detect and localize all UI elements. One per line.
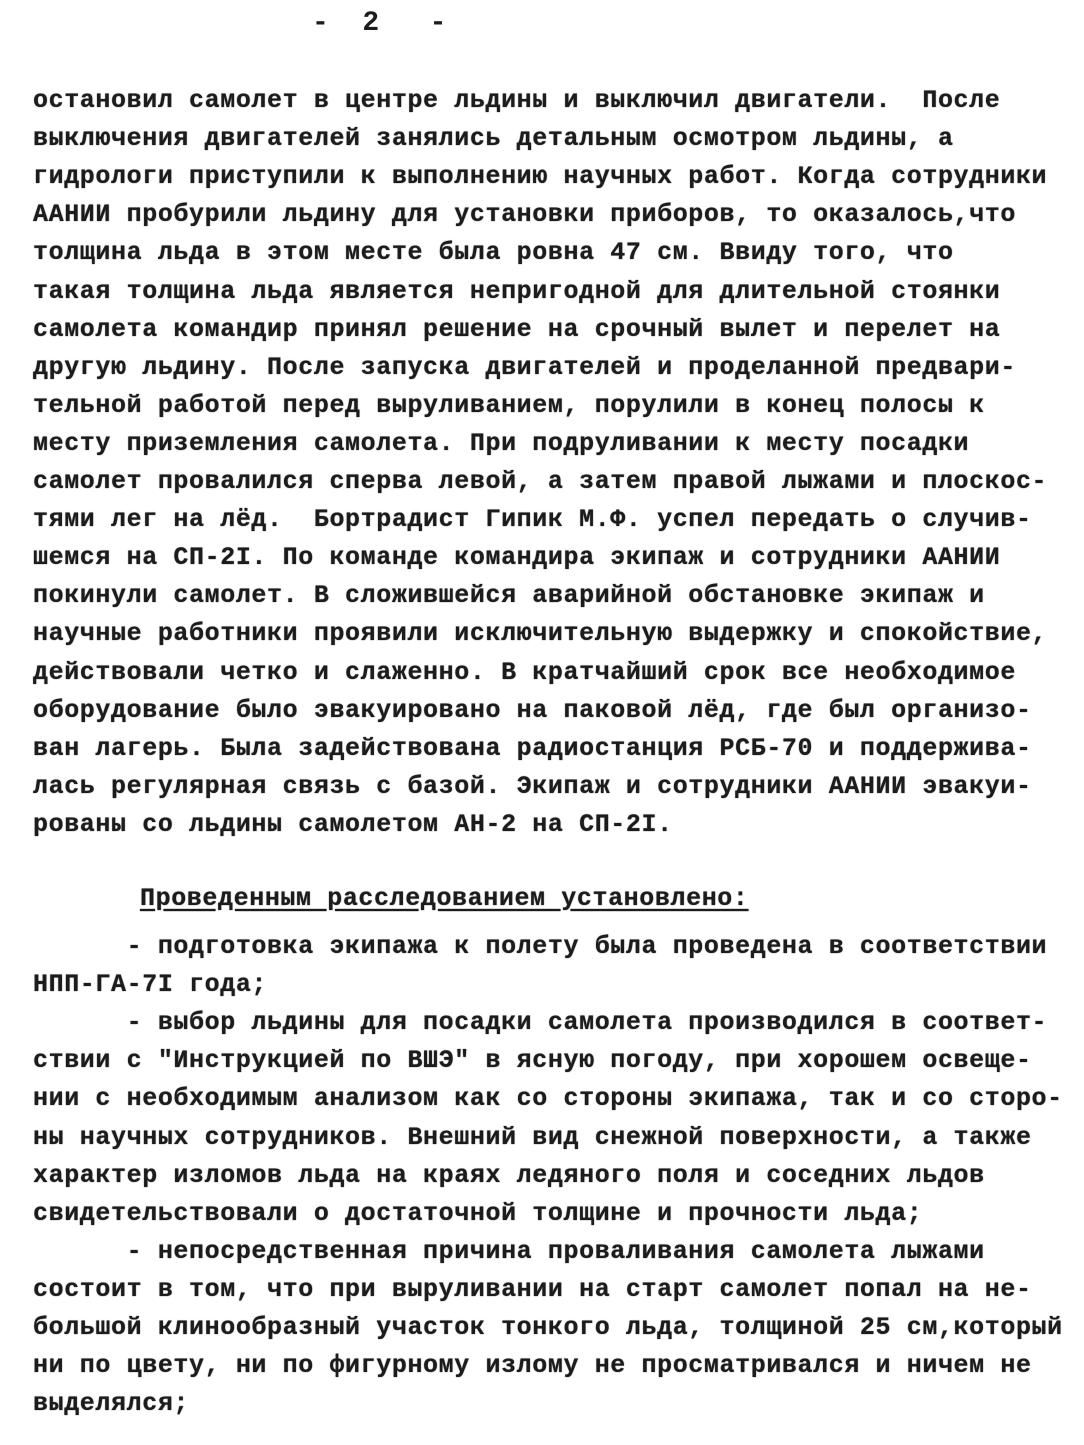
- finding-line: характер изломов льда на краях ледяного поля и соседних льдов: [33, 1160, 985, 1190]
- text-line: толщина льда в этом месте была ровна 47 см. Ввиду того, что: [33, 238, 954, 268]
- finding-line: нии с необходимым анализом как со стороны экипажа, так и со сторо-: [33, 1084, 1063, 1114]
- text-line: лась регулярная связь с базой. Экипаж и сотрудники ААНИИ эвакуи-: [33, 771, 1032, 801]
- finding-line: ствии с "Инструкцией по ВШЭ" в ясную погоду, при хорошем освеще-: [33, 1046, 1032, 1076]
- finding-line: выделялся;: [33, 1389, 190, 1419]
- text-line: действовали четко и слаженно. В кратчайший срок все необходимое: [33, 657, 1016, 687]
- section-heading: Проведенным расследованием установлено:: [140, 884, 749, 913]
- text-line: научные работники проявили исключительную выдержку и спокойствие,: [33, 619, 1048, 649]
- text-line: выключения двигателей занялись детальным осмотром льдины, а: [33, 124, 954, 154]
- text-line: ван лагерь. Была задействована радиостанция РСБ-70 и поддержива-: [33, 733, 1032, 763]
- finding-line: НПП-ГА-7I года;: [33, 970, 268, 1000]
- finding-line: большой клинообразный участок тонкого льда, толщиной 25 см,который: [33, 1313, 1063, 1342]
- text-line: такая толщина льда является непригодной для длительной стоянки: [33, 276, 1001, 306]
- finding-line: - непосредственная причина проваливания самолета лыжами: [33, 1236, 985, 1266]
- finding-line: - выбор льдины для посадки самолета производился в соответ-: [33, 1008, 1048, 1038]
- finding-line: состоит в том, что при выруливании на старт самолет попал на не-: [33, 1274, 1032, 1304]
- text-line: оборудование было эвакуировано на паковой лёд, где был организо-: [33, 695, 1032, 725]
- text-line: другую льдину. После запуска двигателей и проделанной предвари-: [33, 352, 1016, 382]
- text-line: рованы со льдины самолетом АН-2 на СП-2I.: [33, 809, 673, 839]
- text-line: покинули самолет. В сложившейся аварийной обстановке экипаж и: [33, 581, 985, 611]
- text-line: ААНИИ пробурили льдину для установки приборов, то оказалось,что: [33, 200, 1016, 230]
- text-line: самолет провалился сперва левой, а затем правой лыжами и плоскос-: [33, 467, 1048, 496]
- finding-line: свидетельствовали о достаточной толщине и прочности льда;: [33, 1198, 923, 1228]
- finding-line: ны научных сотрудников. Внешний вид снежной поверхности, а также: [33, 1122, 1032, 1152]
- text-line: тельной работой перед выруливанием, порулили в конец полосы к: [33, 390, 985, 420]
- finding-line: ни по цвету, ни по фигурному излому не просматривался и ничем не: [33, 1351, 1032, 1381]
- text-line: шемся на СП-2I. По команде командира экипаж и сотрудники ААНИИ: [33, 543, 1001, 573]
- text-line: тями лег на лёд. Бортрадист Гипик М.Ф. успел передать о случив-: [33, 505, 1032, 535]
- page-number: - 2 -: [312, 8, 447, 39]
- text-line: остановил самолет в центре льдины и выключил двигатели. После: [33, 86, 1001, 115]
- finding-line: - подготовка экипажа к полету была проведена в соответствии: [33, 932, 1048, 961]
- text-line: самолета командир принял решение на срочный вылет и перелет на: [33, 314, 1001, 344]
- text-line: гидрологи приступили к выполнению научных работ. Когда сотрудники: [33, 162, 1048, 192]
- text-line: месту приземления самолета. При подруливании к месту посадки: [33, 428, 970, 458]
